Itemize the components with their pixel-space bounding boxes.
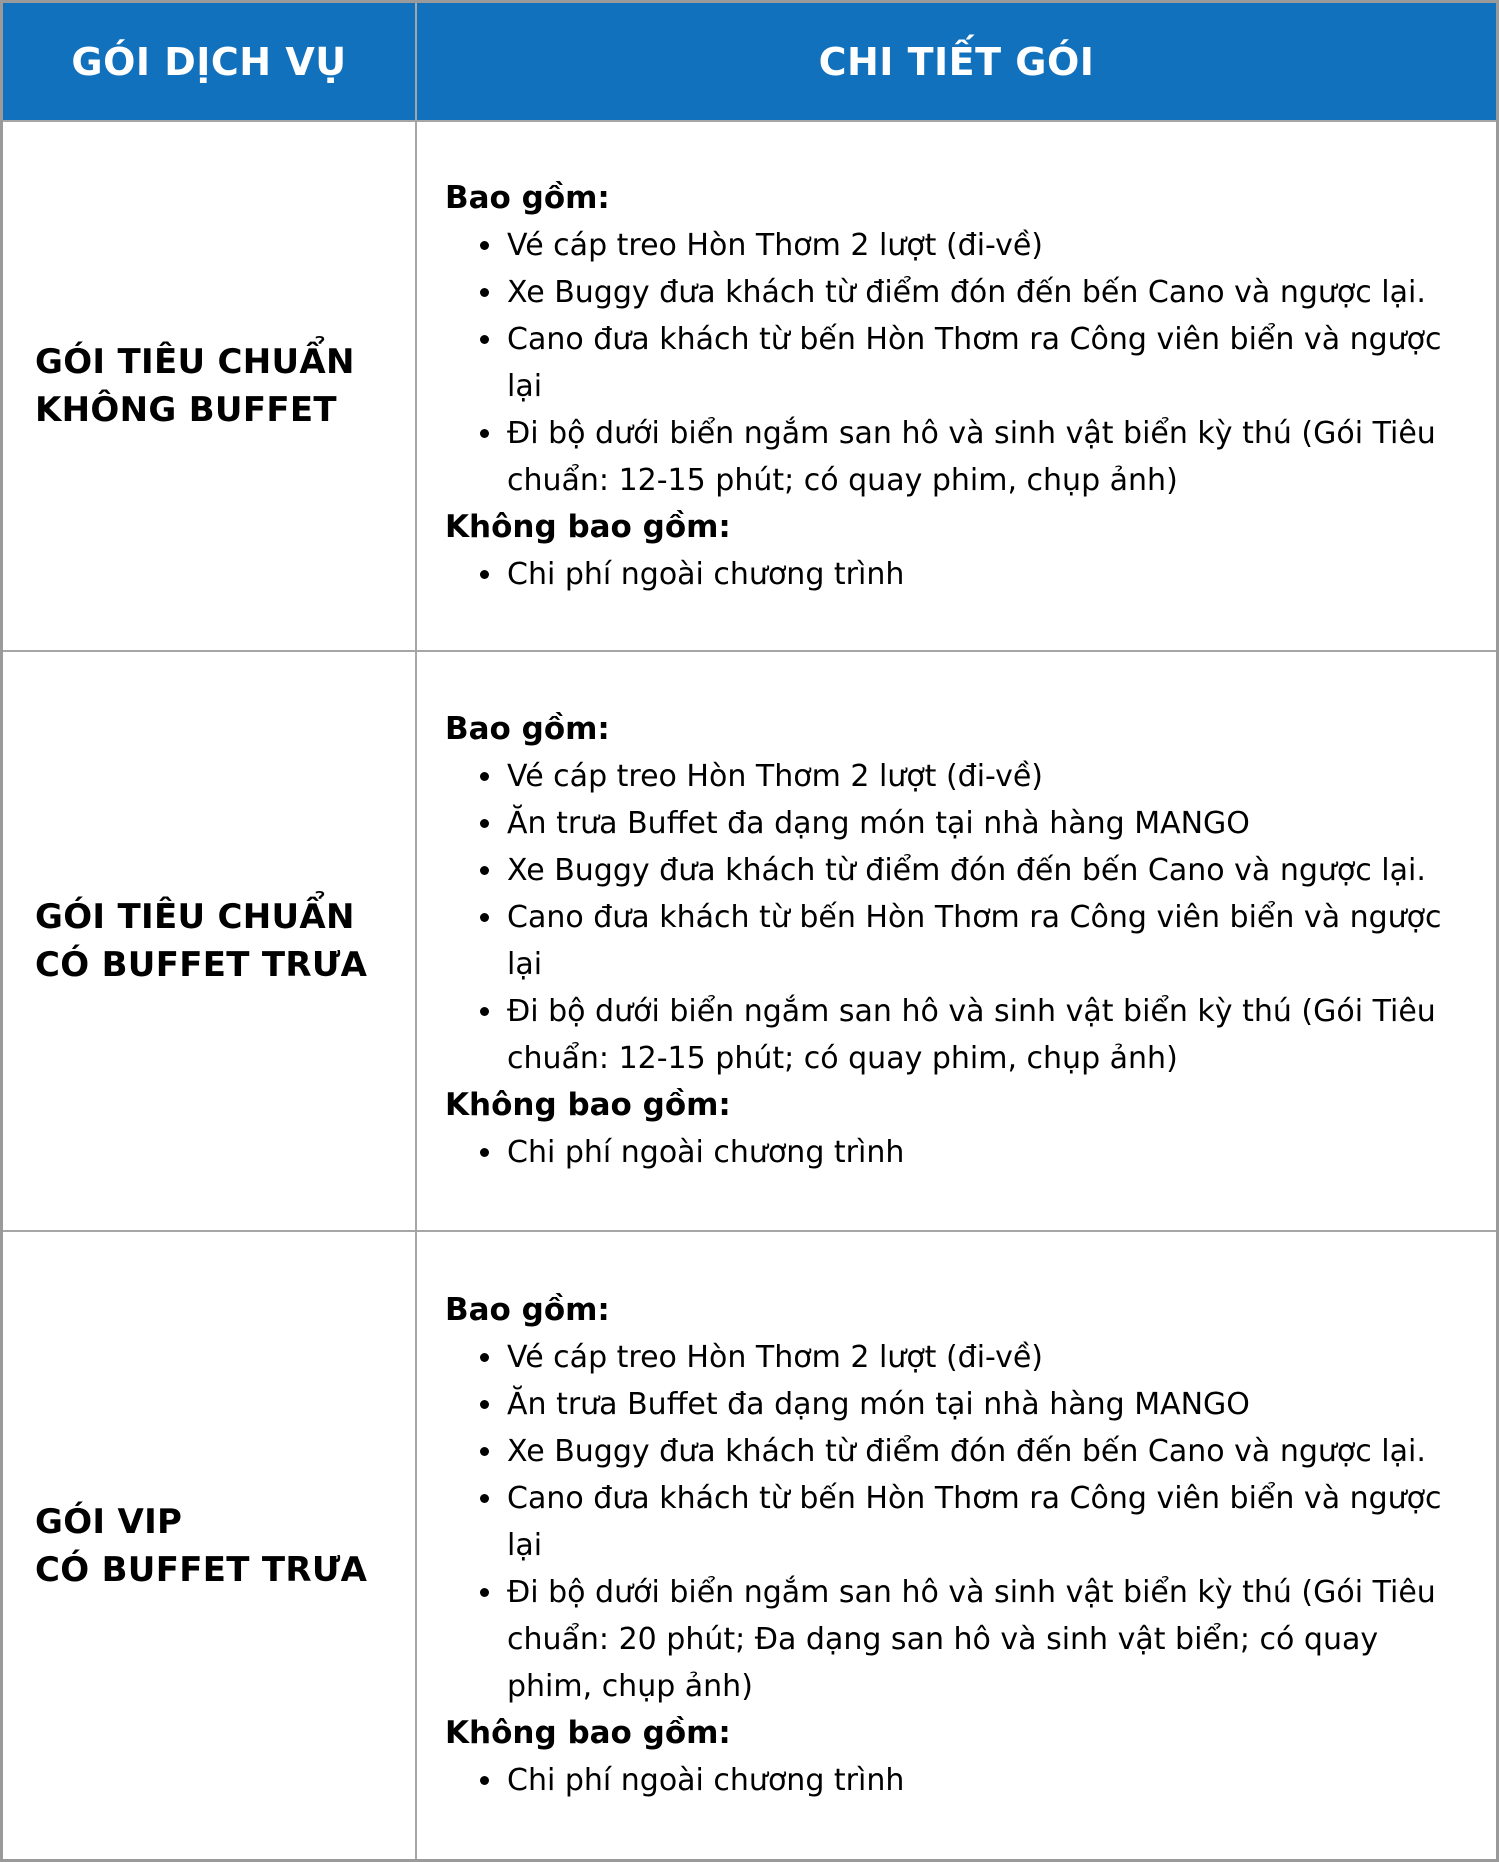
include-item: • Cano đưa khách từ bến Hòn Thơm ra Công viên biển và ngược lại	[505, 894, 1454, 988]
include-item: • Vé cáp treo Hòn Thơm 2 lượt (đi-về)	[505, 753, 1454, 800]
excludes-heading: Không bao gồm:	[445, 1087, 731, 1123]
includes-heading: Bao gồm:	[445, 179, 610, 216]
excludes-list	[445, 1129, 1454, 1176]
package-details-cell	[417, 122, 1496, 650]
package-name-line: GÓI TIÊU CHUẨN	[35, 897, 355, 937]
exclude-item: • Chi phí ngoài chương trình	[505, 1129, 1454, 1176]
include-item: • Đi bộ dưới biển ngắm san hô và sinh vật biển kỳ thú (Gói Tiêu chuẩn: 12-15 phút; có quay phim, chụp ảnh)	[505, 988, 1454, 1082]
exclude-item: • Chi phí ngoài chương trình	[505, 551, 1454, 598]
package-name-cell	[3, 1232, 415, 1859]
includes-list	[445, 753, 1454, 1082]
include-item: • Ăn trưa Buffet đa dạng món tại nhà hàng MANGO	[505, 800, 1454, 847]
excludes-heading: Không bao gồm:	[445, 1715, 731, 1751]
excludes-heading: Không bao gồm:	[445, 508, 731, 545]
include-item: • Cano đưa khách từ bến Hòn Thơm ra Công viên biển và ngược lại	[505, 316, 1454, 410]
include-item: • Xe Buggy đưa khách từ điểm đón đến bến Cano và ngược lại.	[505, 847, 1454, 894]
include-item: • Đi bộ dưới biển ngắm san hô và sinh vật biển kỳ thú (Gói Tiêu chuẩn: 12-15 phút; có quay phim, chụp ảnh)	[505, 410, 1454, 504]
excludes-list	[445, 551, 1454, 598]
package-name-cell	[3, 122, 415, 650]
include-item: • Xe Buggy đưa khách từ điểm đón đến bến Cano và ngược lại.	[505, 1428, 1454, 1475]
package-name-line: CÓ BUFFET TRƯA	[35, 1549, 368, 1590]
includes-list	[445, 1334, 1454, 1710]
includes-list	[445, 222, 1454, 504]
package-details-cell	[417, 652, 1496, 1230]
package-details-cell	[417, 1232, 1496, 1859]
includes-heading: Bao gồm:	[445, 711, 610, 747]
include-item: • Ăn trưa Buffet đa dạng món tại nhà hàng MANGO	[505, 1381, 1454, 1428]
package-name-line: KHÔNG BUFFET	[35, 390, 337, 430]
package-name-line: GÓI VIP	[35, 1501, 183, 1542]
exclude-item: • Chi phí ngoài chương trình	[505, 1757, 1454, 1804]
include-item: • Xe Buggy đưa khách từ điểm đón đến bến Cano và ngược lại.	[505, 269, 1454, 316]
header-cell-package: GÓI DỊCH VỤ	[3, 3, 415, 120]
includes-heading: Bao gồm:	[445, 1292, 610, 1328]
include-item: • Vé cáp treo Hòn Thơm 2 lượt (đi-về)	[505, 1334, 1454, 1381]
include-item: • Đi bộ dưới biển ngắm san hô và sinh vật biển kỳ thú (Gói Tiêu chuẩn: 20 phút; Đa dạng san hô và sinh vật biển; có quay phim, chụp ảnh)	[505, 1569, 1454, 1710]
include-item: • Vé cáp treo Hòn Thơm 2 lượt (đi-về)	[505, 222, 1454, 269]
excludes-list	[445, 1757, 1454, 1804]
package-name-line: GÓI TIÊU CHUẨN	[35, 342, 355, 382]
package-name-cell	[3, 652, 415, 1230]
package-name-line: CÓ BUFFET TRƯA	[35, 945, 368, 985]
include-item: • Cano đưa khách từ bến Hòn Thơm ra Công viên biển và ngược lại	[505, 1475, 1454, 1569]
header-cell-details: CHI TIẾT GÓI	[417, 3, 1496, 120]
